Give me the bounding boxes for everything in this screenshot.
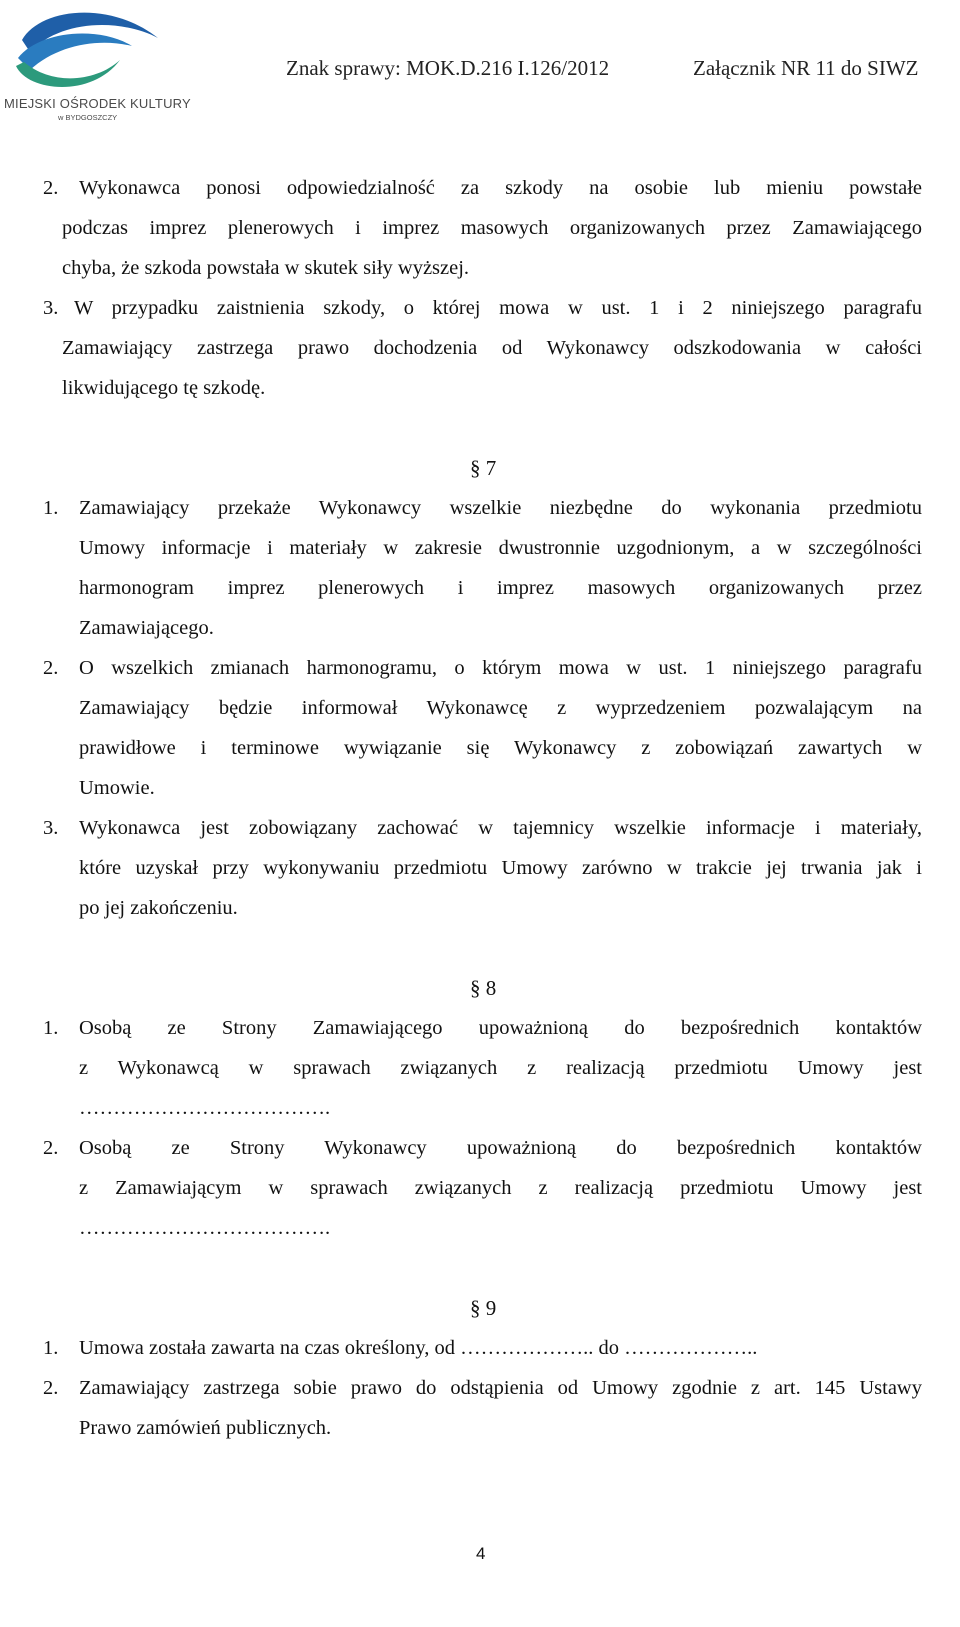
section-heading: § 8: [470, 976, 497, 1000]
item-number: 2.: [43, 1137, 59, 1159]
paragraph-line: Umowy informacje i materiały w zakresie dwustronnie uzgodnionym, a w szczególności: [79, 537, 922, 559]
paragraph-line: harmonogram imprez plenerowych i imprez masowych organizowanych przez: [79, 577, 922, 599]
item-number: 1.: [43, 1337, 59, 1359]
section-heading: § 9: [470, 1296, 497, 1320]
section-heading: § 7: [470, 456, 497, 480]
paragraph-line: Osobą ze Strony Zamawiającego upoważnioną do bezpośrednich kontaktów: [79, 1017, 922, 1039]
paragraph-line: Zamawiającego.: [79, 617, 214, 639]
paragraph-line: Zamawiający zastrzega prawo dochodzenia od Wykonawcy odszkodowania w całości: [62, 337, 922, 359]
paragraph-line: Wykonawca jest zobowiązany zachować w tajemnicy wszelkie informacje i materiały,: [79, 817, 922, 839]
logo-text: MIEJSKI OŚRODEK KULTURY: [4, 96, 191, 111]
paragraph-line: Zamawiający będzie informował Wykonawcę z wyprzedzeniem pozwalającym na: [79, 697, 922, 719]
paragraph-line: Zamawiający przekaże Wykonawcy wszelkie niezbędne do wykonania przedmiotu: [79, 497, 922, 519]
paragraph-line: z Zamawiającym w sprawach związanych z realizacją przedmiotu Umowy jest: [79, 1177, 922, 1199]
paragraph-line: prawidłowe i terminowe wywiązanie się Wykonawcy z zobowiązań zawartych w: [79, 737, 922, 759]
paragraph-line: chyba, że szkoda powstała w skutek siły wyższej.: [62, 257, 470, 279]
paragraph-line: podczas imprez plenerowych i imprez masowych organizowanych przez Zamawiającego: [62, 217, 922, 239]
paragraph-line: Zamawiający zastrzega sobie prawo do odstąpienia od Umowy zgodnie z art. 145 Ustawy: [79, 1377, 922, 1399]
logo: [0, 0, 190, 130]
item-number: 2.: [43, 177, 59, 199]
paragraph-line: Wykonawca ponosi odpowiedzialność za szkody na osobie lub mieniu powstałe: [79, 177, 922, 199]
attachment-label: Załącznik NR 11 do SIWZ: [693, 56, 919, 80]
paragraph-line: po jej zakończeniu.: [79, 897, 238, 919]
item-number: 3.: [43, 297, 59, 319]
page-number: 4: [476, 1544, 486, 1563]
logo-mark-icon: [0, 0, 190, 100]
paragraph-line: likwidującego tę szkodę.: [62, 377, 266, 399]
logo-subtext: w BYDGOSZCZY: [58, 113, 118, 122]
placeholder-dots: ……………………………….: [79, 1097, 331, 1119]
paragraph-line: O wszelkich zmianach harmonogramu, o którym mowa w ust. 1 niniejszego paragrafu: [79, 657, 922, 679]
paragraph-line: W przypadku zaistnienia szkody, o której mowa w ust. 1 i 2 niniejszego paragrafu: [74, 297, 922, 319]
item-number: 2.: [43, 657, 59, 679]
item-number: 3.: [43, 817, 59, 839]
paragraph-line: z Wykonawcą w sprawach związanych z realizacją przedmiotu Umowy jest: [79, 1057, 922, 1079]
case-number: Znak sprawy: MOK.D.216 I.126/2012: [286, 56, 610, 80]
paragraph-line: które uzyskał przy wykonywaniu przedmiotu Umowy zarówno w trakcie jej trwania jak i: [79, 857, 922, 879]
paragraph-line: Osobą ze Strony Wykonawcy upoważnioną do bezpośrednich kontaktów: [79, 1137, 922, 1159]
paragraph-line: Umowie.: [79, 777, 155, 799]
item-number: 1.: [43, 497, 59, 519]
item-number: 2.: [43, 1377, 59, 1399]
placeholder-dots: ……………………………….: [79, 1217, 331, 1239]
item-number: 1.: [43, 1017, 59, 1039]
paragraph-line: Prawo zamówień publicznych.: [79, 1417, 332, 1439]
paragraph-line: Umowa została zawarta na czas określony, od ……………….. do ………………..: [79, 1337, 758, 1359]
